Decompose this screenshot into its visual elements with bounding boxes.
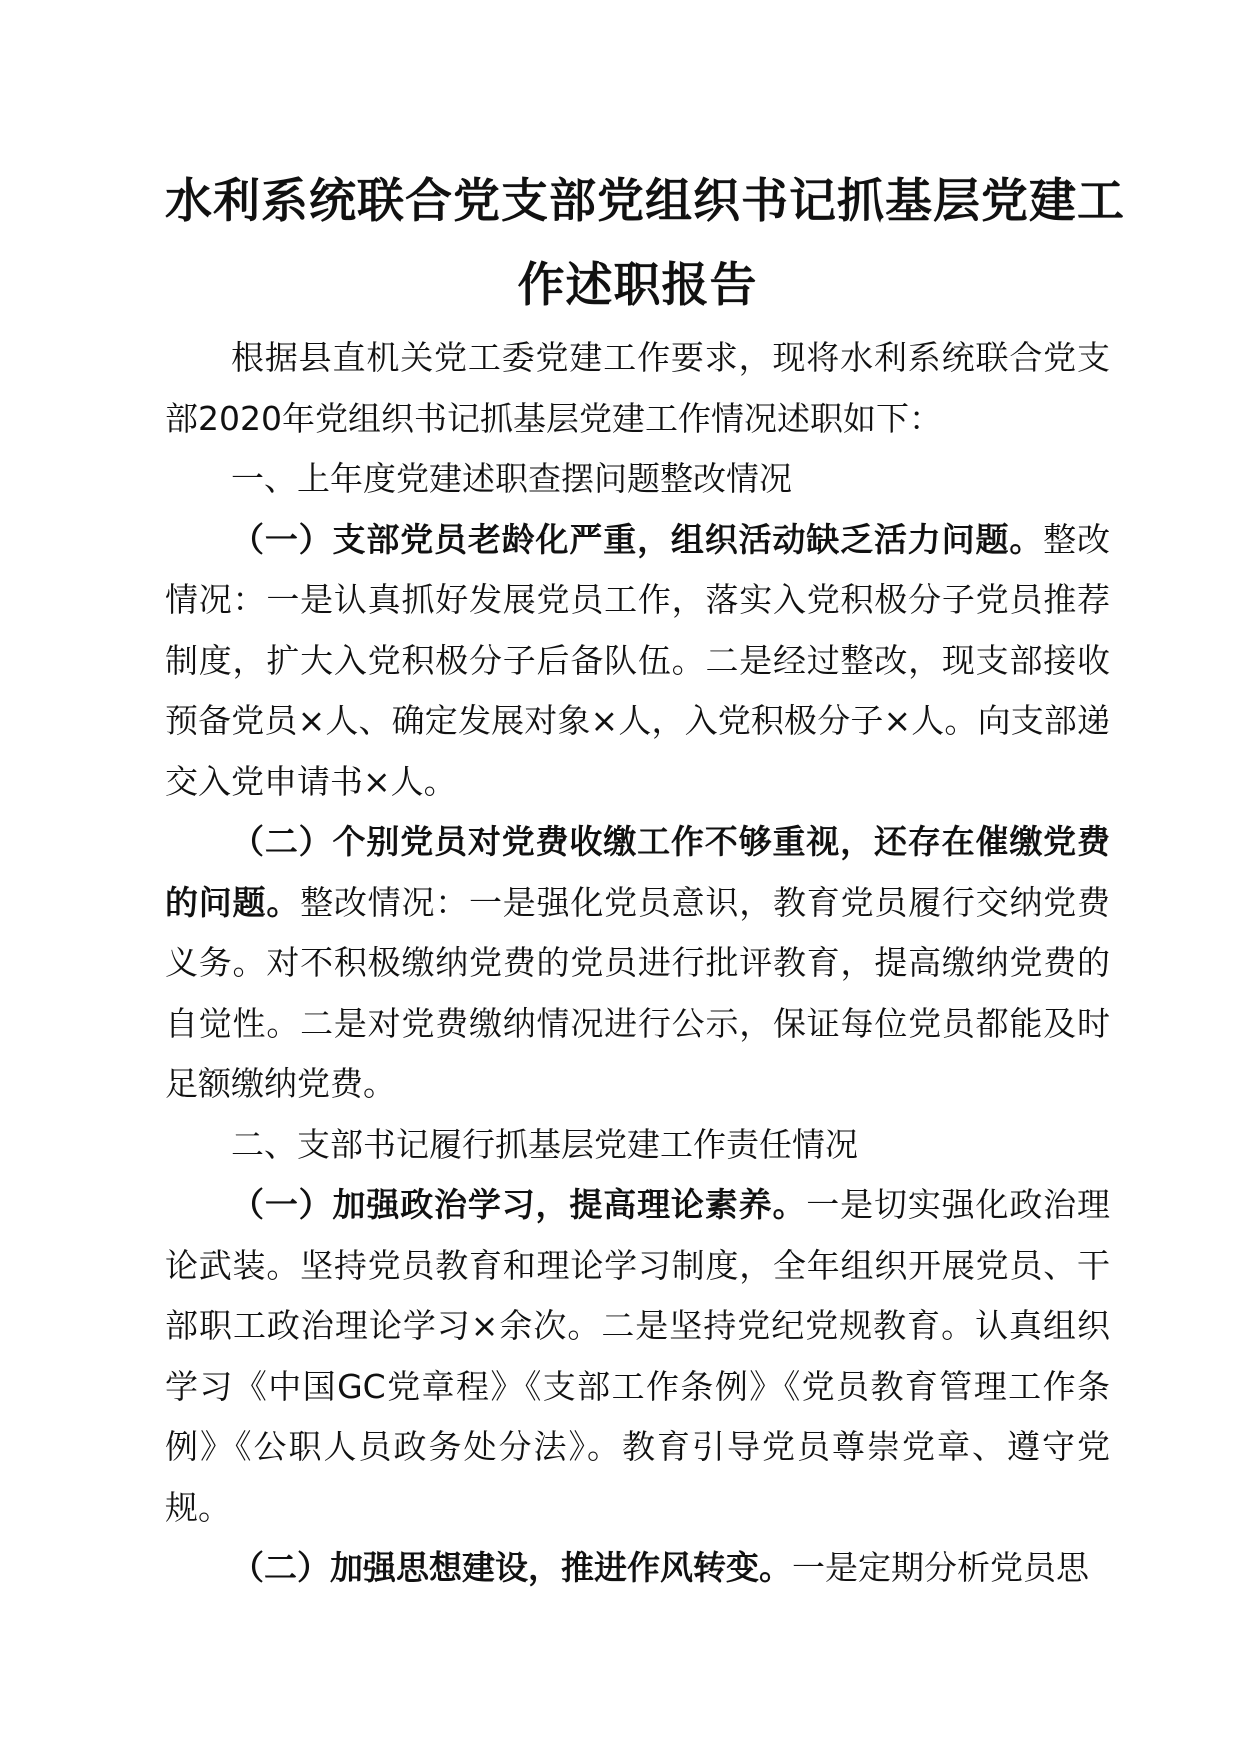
section-2-item-2 [165,1538,1110,1599]
section-1-item-2 [165,812,1110,1115]
section-1-item-1 [165,510,1110,813]
document-page [165,160,1125,1599]
section-1-heading: 一、上年度党建述职查摆问题整改情况 [231,459,792,498]
item-body: 整改情况：一是认真抓好发展党员工作，落实入党积极分子党员推荐制度，扩大入党积极分子后备队伍。二是经过整改，现支部接收预备党员×人、确定发展对象×人，入党积极分子×人。向支部递交入党申请书×人。 [165,519,1111,801]
intro-paragraph: 根据县直机关党工委党建工作要求，现将水利系统联合党支部2020年党组织书记抓基层党建工作情况述职如下： [165,338,1110,438]
item-lead: （一）加强政治学习，提高理论素养。 [231,1185,807,1224]
item-body: 一是切实强化政治理论武装。坚持党员教育和理论学习制度，全年组织开展党员、干部职工政治理论学习×余次。二是坚持党纪党规教育。认真组织学习《中国GC党章程》《支部工作条例》《党员教育管理工作条例》《公职人员政务处分法》。教育引导党员尊崇党章、遵守党规。 [165,1185,1111,1527]
item-lead: （二）个别党员对党费收缴工作不够重视，还存在催缴党费的问题。 [165,822,1110,922]
title-line-2: 作述职报告 [517,258,758,313]
item-lead: （二）加强思想建设，推进作风转变。 [231,1548,792,1587]
item-body: 一是定期分析党员思 [792,1548,1089,1587]
document-title [165,160,1125,328]
section-2-heading: 二、支部书记履行抓基层党建工作责任情况 [231,1124,858,1164]
item-lead: （一）支部党员老龄化严重，组织活动缺乏活力问题。 [231,519,1044,559]
item-body: 整改情况：一是强化党员意识，教育党员履行交纳党费义务。对不积极缴纳党费的党员进行批评教育，提高缴纳党费的自觉性。二是对党费缴纳情况进行公示，保证每位党员都能及时足额缴纳党费。 [165,882,1111,1103]
section-2-item-1 [165,1175,1110,1538]
title-line-1: 水利系统联合党支部党组织书记抓基层党建工 [165,174,1125,229]
